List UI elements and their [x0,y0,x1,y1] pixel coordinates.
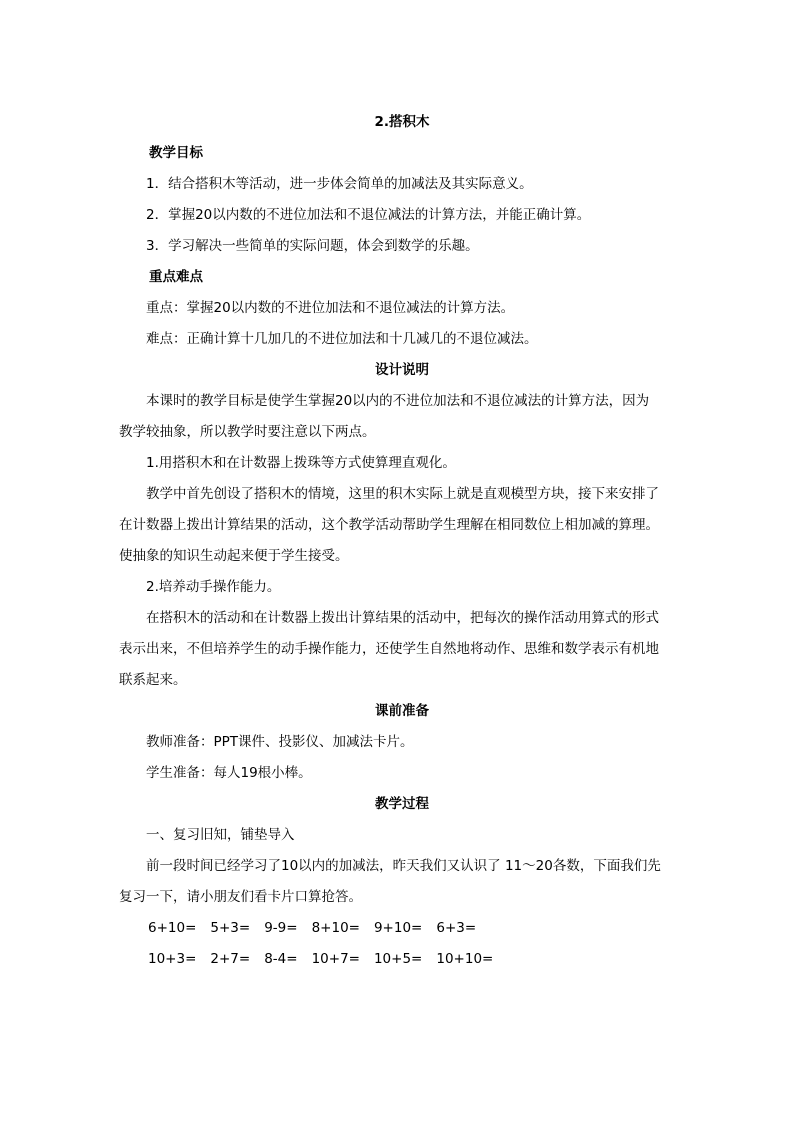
design-point-2-title: 2.培养动手操作能力。 [146,579,281,595]
goal-item-2: 2．掌握20以内数的不进位加法和不退位减法的计算方法，并能正确计算。 [146,207,591,223]
arithmetic-item: 10+10= [436,951,494,967]
design-point-1-line-1: 教学中首先创设了搭积木的情境，这里的积木实际上就是直观模型方块，接下来安排了 [146,486,659,502]
goal-item-1: 1．结合搭积木等活动，进一步体会简单的加减法及其实际意义。 [146,176,533,192]
arithmetic-item: 9+10= [373,920,423,936]
arithmetic-item: 8+10= [311,920,360,936]
design-heading: 设计说明 [375,362,429,378]
document-title: 2.搭积木 [374,114,430,130]
process-section-1-title: 一、复习旧知，铺垫导入 [146,827,295,843]
arithmetic-item: 10+3= [148,951,197,967]
oral-arithmetic-row-1 [119,913,685,944]
arithmetic-item: 10+5= [373,951,423,967]
document-body [119,107,685,975]
key-point-important: 重点：掌握20以内数的不进位加法和不退位减法的计算方法。 [146,300,515,316]
design-point-2-line-1: 在搭积木的活动和在计数器上拨出计算结果的活动中，把每次的操作活动用算式的形式 [146,610,659,626]
goal-item-3: 3．学习解决一些简单的实际问题，体会到数学的乐趣。 [146,238,479,254]
arithmetic-item: 2+7= [210,951,251,967]
key-point-difficult: 难点：正确计算十几加几的不进位加法和十几减几的不退位减法。 [146,331,538,347]
design-point-2-line-2: 表示出来，不但培养学生的动手操作能力，还使学生自然地将动作、思维和数学表示有机地 [119,641,659,657]
arithmetic-item: 5+3= [210,920,251,936]
arithmetic-item: 9-9= [264,920,298,936]
preparation-student: 学生准备：每人19根小棒。 [146,765,312,781]
preparation-teacher: 教师准备：PPT课件、投影仪、加减法卡片。 [146,734,414,750]
process-section-1-line-1: 前一段时间已经学习了10以内的加减法，昨天我们又认识了 11～20各数，下面我们先 [146,858,661,874]
arithmetic-item: 10+7= [311,951,360,967]
key-points-heading: 重点难点 [149,269,203,285]
design-point-2-line-3: 联系起来。 [119,672,187,688]
design-intro-line-2: 教学较抽象，所以教学时要注意以下两点。 [119,424,376,440]
oral-arithmetic-row-2 [119,944,685,975]
design-point-1-title: 1.用搭积木和在计数器上拨珠等方式使算理直观化。 [146,455,456,471]
arithmetic-item: 6+10= [148,920,197,936]
arithmetic-item: 6+3= [436,920,477,936]
process-heading: 教学过程 [375,796,429,812]
design-point-1-line-2: 在计数器上拨出计算结果的活动，这个教学活动帮助学生理解在相同数位上相加减的算理。 [119,517,659,533]
teaching-goals-heading: 教学目标 [149,145,203,161]
design-point-1-line-3: 使抽象的知识生动起来便于学生接受。 [119,548,349,564]
arithmetic-item: 8-4= [264,951,298,967]
design-intro-line-1: 本课时的教学目标是使学生掌握20以内的不进位加法和不退位减法的计算方法，因为 [146,393,650,409]
preparation-heading: 课前准备 [375,703,429,719]
process-section-1-line-2: 复习一下，请小朋友们看卡片口算抢答。 [119,889,362,905]
